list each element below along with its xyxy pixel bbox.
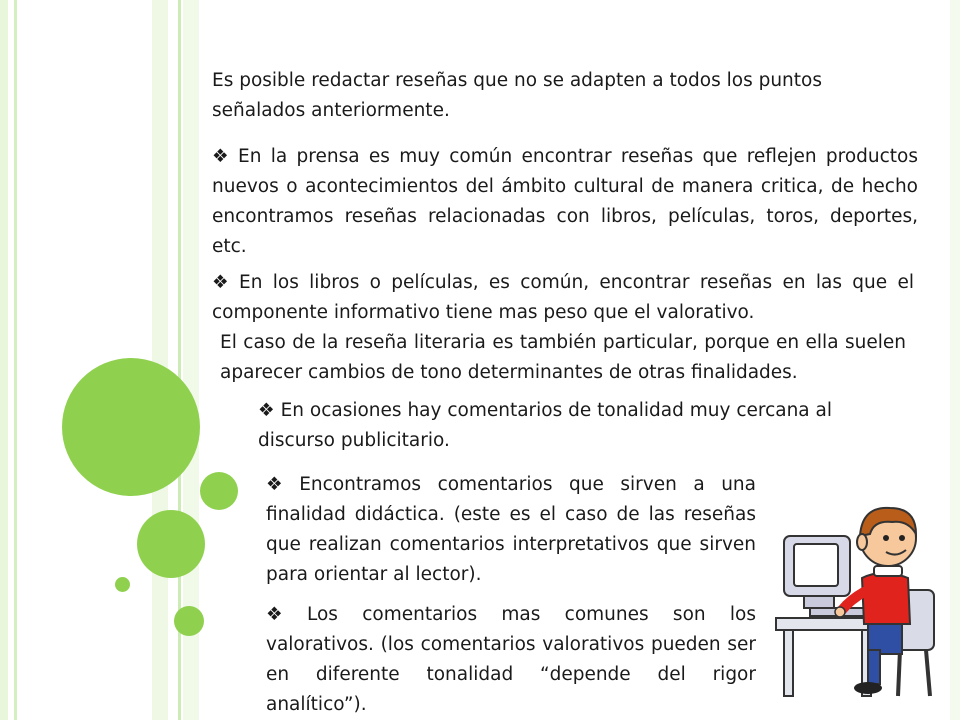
bullet-text: En los libros o películas, es común, encontrar reseñas en las que el componente informativo tiene mas peso que el valorativo. xyxy=(212,272,914,323)
bullet-item-publicitario xyxy=(258,396,898,456)
bullet-item-libros xyxy=(212,268,914,328)
decor-circle xyxy=(62,358,200,496)
bullet-item-didactica xyxy=(266,470,756,590)
diamond-bullet-icon: ❖ xyxy=(212,272,234,293)
decor-circle xyxy=(137,510,205,578)
decor-stripe xyxy=(14,0,17,720)
decor-stripe xyxy=(152,0,168,720)
bullet-text: Los comentarios mas comunes son los valorativos. (los comentarios valorativos pueden ser en diferente tonalidad “depende del rigor analítico”). xyxy=(266,604,756,715)
intro-paragraph: Es posible redactar reseñas que no se adapten a todos los puntos señalados anteriormente. xyxy=(212,70,822,121)
bullet-item-prensa xyxy=(212,142,918,262)
decor-circle xyxy=(200,472,238,510)
diamond-bullet-icon: ❖ xyxy=(266,474,294,495)
bullet-text: En la prensa es muy común encontrar reseñas que reflejen productos nuevos o acontecimientos del ámbito cultural de manera critica, de hecho encontramos reseñas relacionadas con libros, películas, toros, deportes, etc. xyxy=(212,146,918,257)
decor-circle xyxy=(174,606,204,636)
diamond-bullet-icon: ❖ xyxy=(212,146,233,167)
decor-stripe xyxy=(0,0,8,720)
diamond-bullet-icon: ❖ xyxy=(266,604,301,625)
decor-circle xyxy=(115,577,130,592)
literaria-paragraph: El caso de la reseña literaria es también particular, porque en ella suelen aparecer cambios de tono determinantes de otras finalidades. xyxy=(220,332,906,383)
child-at-computer-icon xyxy=(770,500,950,700)
bullet-text: En ocasiones hay comentarios de tonalidad muy cercana al discurso publicitario. xyxy=(258,400,832,451)
bullet-item-valorativos xyxy=(266,600,756,720)
bullet-text: Encontramos comentarios que sirven a una finalidad didáctica. (este es el caso de las reseñas que realizan comentarios interpretativos que sirven para orientar al lector). xyxy=(266,474,756,585)
diamond-bullet-icon: ❖ xyxy=(258,400,275,421)
decor-stripe xyxy=(950,0,960,720)
